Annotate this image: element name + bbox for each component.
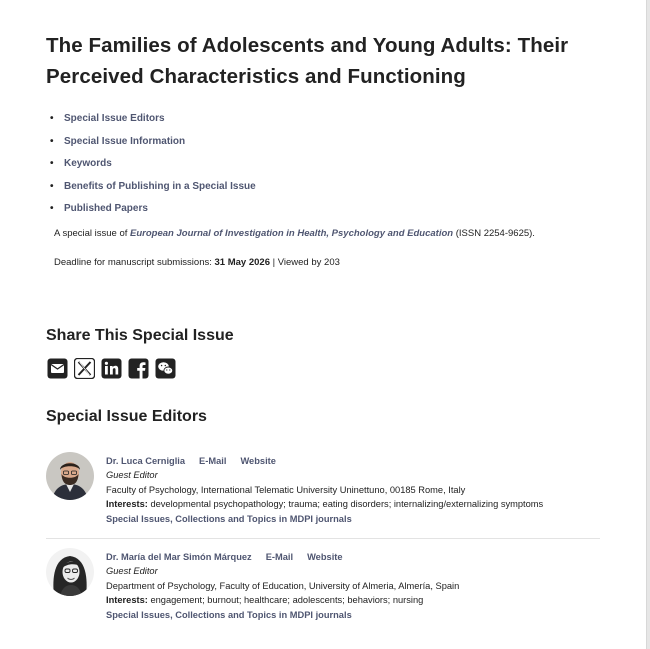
toc-item[interactable] — [46, 176, 606, 199]
editor-divider — [46, 538, 600, 539]
editors-heading: Special Issue Editors — [46, 408, 207, 425]
facebook-icon[interactable] — [128, 358, 149, 379]
email-icon[interactable] — [47, 358, 68, 379]
editor-website-link[interactable]: Website — [240, 456, 276, 466]
editor-collections-link[interactable]: Special Issues, Collections and Topics in MDPI journals — [106, 609, 352, 620]
deadline-date: 31 May 2026 — [214, 256, 270, 268]
issue-prefix: A special issue of — [54, 227, 131, 239]
toc-link-papers[interactable]: Published Papers — [64, 203, 148, 214]
main-content — [46, 30, 606, 272]
interests-label: Interests: — [106, 595, 148, 606]
toc-item[interactable] — [46, 108, 606, 131]
deadline-separator: | — [269, 256, 278, 268]
editor-name-row — [106, 454, 596, 468]
table-of-contents — [46, 108, 606, 221]
toc-item[interactable] — [46, 153, 606, 176]
editor-info — [106, 454, 596, 526]
editor-affiliation: Department of Psychology, Faculty of Education, University of Almeria, Almería, Spain — [106, 580, 460, 591]
editor-name-link[interactable]: Dr. Luca Cerniglia — [106, 456, 186, 466]
editor-role: Guest Editor — [106, 470, 158, 481]
toc-link-editors[interactable]: Special Issue Editors — [64, 113, 165, 124]
editor-info — [106, 550, 596, 622]
avatar — [46, 452, 94, 500]
editor-interests — [106, 497, 596, 511]
editor-email-link[interactable]: E-Mail — [265, 552, 294, 562]
wechat-icon[interactable] — [155, 358, 176, 379]
editor-collections-link[interactable]: Special Issues, Collections and Topics in MDPI journals — [106, 513, 352, 524]
toc-item[interactable] — [46, 131, 606, 154]
toc-link-information[interactable]: Special Issue Information — [64, 135, 186, 147]
editor-name-link[interactable]: Dr. María del Mar Simón Márquez — [106, 552, 252, 562]
editor-website-link[interactable]: Website — [307, 552, 343, 562]
x-twitter-icon[interactable] — [74, 358, 95, 379]
toc-link-benefits[interactable]: Benefits of Publishing in a Special Issue — [64, 180, 256, 192]
interests-text: developmental psychopathology; trauma; eating disorders; internalizing/externalizing symptoms — [147, 499, 544, 510]
editor-role: Guest Editor — [106, 566, 158, 577]
linkedin-icon[interactable] — [101, 358, 122, 379]
deadline-label: Deadline for manuscript submissions: — [54, 256, 215, 268]
toc-item[interactable] — [46, 198, 606, 221]
editor-name-row — [106, 550, 596, 564]
share-icons — [47, 358, 176, 379]
editor-affiliation: Faculty of Psychology, International Telematic University Uninettuno, 00185 Rome, Italy — [106, 484, 466, 495]
view-count: Viewed by 203 — [277, 256, 340, 268]
page-edge-scrollbar — [646, 0, 650, 649]
editor-interests — [106, 593, 596, 607]
interests-label: Interests: — [106, 499, 148, 510]
avatar — [46, 548, 94, 596]
toc-link-keywords[interactable]: Keywords — [64, 158, 112, 169]
issue-journal-info — [46, 225, 606, 243]
page-title: The Families of Adolescents and Young Adults: Their Perceived Characteristics and Functioning — [46, 34, 569, 88]
deadline-info — [46, 254, 606, 272]
issn: (ISSN 2254-9625). — [453, 227, 535, 239]
interests-text: engagement; burnout; healthcare; adolescents; behaviors; nursing — [147, 595, 424, 606]
share-heading: Share This Special Issue — [46, 327, 234, 344]
editor-email-link[interactable]: E-Mail — [199, 456, 227, 466]
journal-link[interactable]: European Journal of Investigation in Health, Psychology and Education — [130, 227, 454, 239]
